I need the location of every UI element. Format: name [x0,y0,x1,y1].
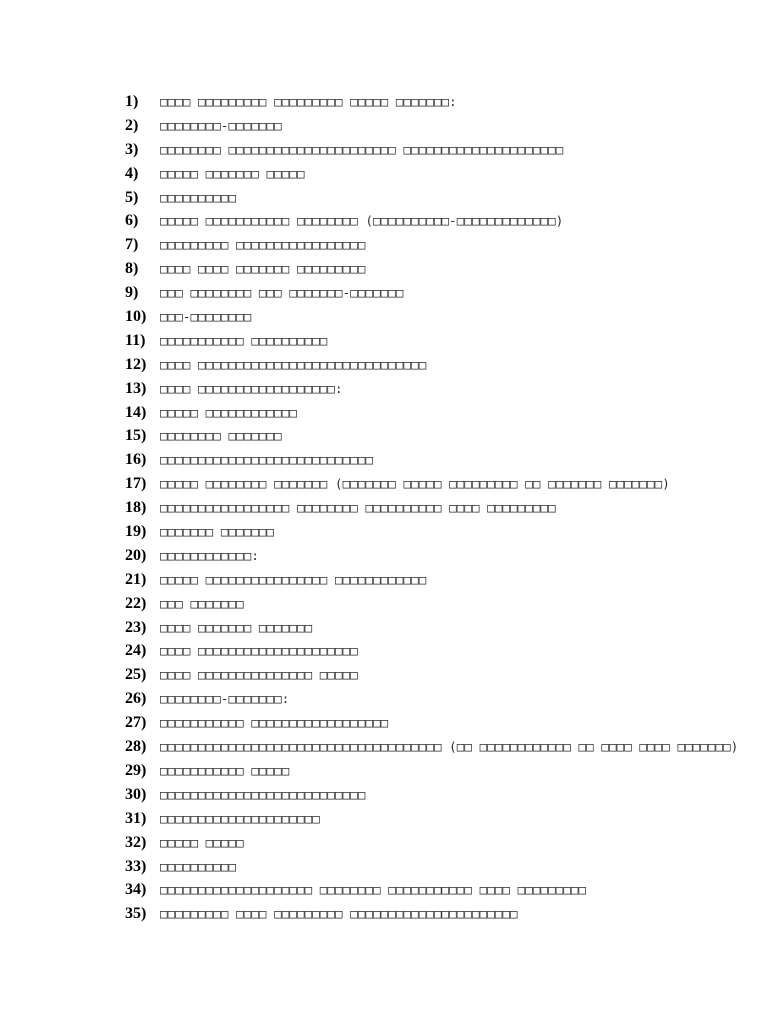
item-number: 23) [125,618,147,636]
list-item [125,690,738,714]
list-item [125,905,738,929]
item-text: □□□□□ □□□□□□□□ □□□□□□□ (□□□□□□□ □□□□□ □□□□□□□□□ □□ □□□□□□□ □□□□□□□) [160,476,670,492]
item-number: 20) [125,546,147,564]
list-item [125,165,738,189]
item-number: 26) [125,690,147,708]
item-text: □□□□□ □□□□□ [160,834,244,850]
item-number: 4) [125,164,139,182]
item-number: 19) [125,523,147,541]
item-number: 8) [125,260,139,278]
item-text: □□□□ □□□□□□□□□□□□□□□□□□: [160,380,343,396]
item-text: □□□□□□□□□□□□□□□□□□□□□□□□□□□□□□□□□□□□□ (□□ □□□□□□□□□□□□ □□ □□□□ □□□□ □□□□□□□) [160,739,739,755]
item-text: □□□□□ □□□□□□□ □□□□□ [160,165,305,181]
list-item [125,427,738,451]
item-number: 3) [125,140,139,158]
list-item [125,810,738,834]
list-item [125,141,738,165]
list-item [125,571,738,595]
item-text: □□□□□ □□□□□□□□□□□ □□□□□□□□ (□□□□□□□□□□-□□□□□□□□□□□□□) [160,213,564,229]
item-number: 28) [125,738,147,756]
item-number: 30) [125,785,147,803]
numbered-list [125,93,738,929]
item-text: □□□□ □□□□□□□□□□□□□□□ □□□□□ [160,667,358,683]
item-text: □□□□□□□□-□□□□□□□: [160,691,290,707]
item-text: □□□□□□□□□□ [160,858,237,874]
list-item [125,666,738,690]
item-number: 34) [125,881,147,899]
item-number: 27) [125,714,147,732]
list-item [125,858,738,882]
list-item [125,523,738,547]
item-number: 17) [125,475,147,493]
item-text: □□□□□□□□□□□□□□□□□□□□□□□□□□□□ [160,452,374,468]
item-number: 32) [125,833,147,851]
item-number: 16) [125,451,147,469]
list-item [125,547,738,571]
item-number: 2) [125,116,139,134]
list-item [125,475,738,499]
item-text: □□□□□□□□ □□□□□□□□□□□□□□□□□□□□□□ □□□□□□□□□□□□□□□□□□□□□ [160,141,564,157]
item-number: 15) [125,427,147,445]
item-number: 25) [125,666,147,684]
item-text: □□□□□□□□ □□□□□□□ [160,428,282,444]
item-number: 10) [125,308,147,326]
item-text: □□□□□□□□□ □□□□□□□□□□□□□□□□□ [160,237,366,253]
item-text: □□□□□□□ □□□□□□□ [160,524,275,540]
list-item [125,619,738,643]
item-text: □□□□ □□□□□□□□□□□□□□□□□□□□□ [160,643,358,659]
item-text: □□□□□□□□□□□ □□□□□□□□□□□□□□□□□□ [160,715,389,731]
item-number: 33) [125,857,147,875]
item-text: □□□□□□□□□□□ □□□□□ [160,762,290,778]
item-text: □□□ □□□□□□□ [160,595,244,611]
item-number: 12) [125,355,147,373]
item-number: 24) [125,642,147,660]
list-item [125,308,738,332]
item-text: □□□□□ □□□□□□□□□□□□ [160,404,297,420]
list-item [125,404,738,428]
item-number: 7) [125,236,139,254]
item-number: 1) [125,93,139,110]
list-item [125,236,738,260]
list-item [125,93,738,117]
list-item [125,356,738,380]
list-item [125,189,738,213]
item-text: □□□□ □□□□□□□ □□□□□□□ [160,619,313,635]
item-text: □□□□□□□□□□□□□□□□□□□□□ [160,810,320,826]
item-text: □□□□□□□□□□ [160,189,237,205]
list-item [125,738,738,762]
list-item [125,595,738,619]
item-text: □□□-□□□□□□□□ [160,309,252,325]
item-number: 13) [125,379,147,397]
list-item [125,881,738,905]
item-number: 35) [125,905,147,923]
list-item [125,642,738,666]
list-item [125,786,738,810]
list-item [125,212,738,236]
item-number: 14) [125,403,147,421]
item-text: □□□□□□□□□ □□□□ □□□□□□□□□ □□□□□□□□□□□□□□□□□□□□□□ [160,906,518,922]
list-item [125,380,738,404]
item-number: 9) [125,284,139,302]
item-number: 21) [125,570,147,588]
item-text: □□□□□□□□□□□□□□□□□□□□ □□□□□□□□ □□□□□□□□□□□ □□□□ □□□□□□□□□ [160,882,587,898]
item-number: 29) [125,761,147,779]
list-item [125,284,738,308]
list-item [125,714,738,738]
list-item [125,762,738,786]
list-item [125,499,738,523]
item-number: 22) [125,594,147,612]
item-text: □□□□ □□□□ □□□□□□□ □□□□□□□□□ [160,261,366,277]
item-number: 31) [125,809,147,827]
item-text: □□□□□□□□-□□□□□□□ [160,117,282,133]
list-item [125,834,738,858]
item-number: 11) [125,331,146,349]
list-item [125,260,738,284]
item-text: □□□□ □□□□□□□□□□□□□□□□□□□□□□□□□□□□□□ [160,356,427,372]
item-text: □□□□□□□□□□□□: [160,547,259,563]
list-item [125,451,738,475]
item-number: 6) [125,212,139,230]
item-number: 5) [125,188,139,206]
item-text: □□□□□□□□□□□ □□□□□□□□□□ [160,332,328,348]
item-number: 18) [125,499,147,517]
item-text: □□□□□ □□□□□□□□□□□□□□□□ □□□□□□□□□□□□ [160,571,427,587]
item-text: □□□□ □□□□□□□□□ □□□□□□□□□ □□□□□ □□□□□□□: [160,94,457,109]
item-text: □□□□□□□□□□□□□□□□□ □□□□□□□□ □□□□□□□□□□ □□□□ □□□□□□□□□ [160,500,556,516]
item-text: □□□ □□□□□□□□ □□□ □□□□□□□-□□□□□□□ [160,285,404,301]
item-text: □□□□□□□□□□□□□□□□□□□□□□□□□□□ [160,786,366,802]
list-item [125,332,738,356]
list-item [125,117,738,141]
